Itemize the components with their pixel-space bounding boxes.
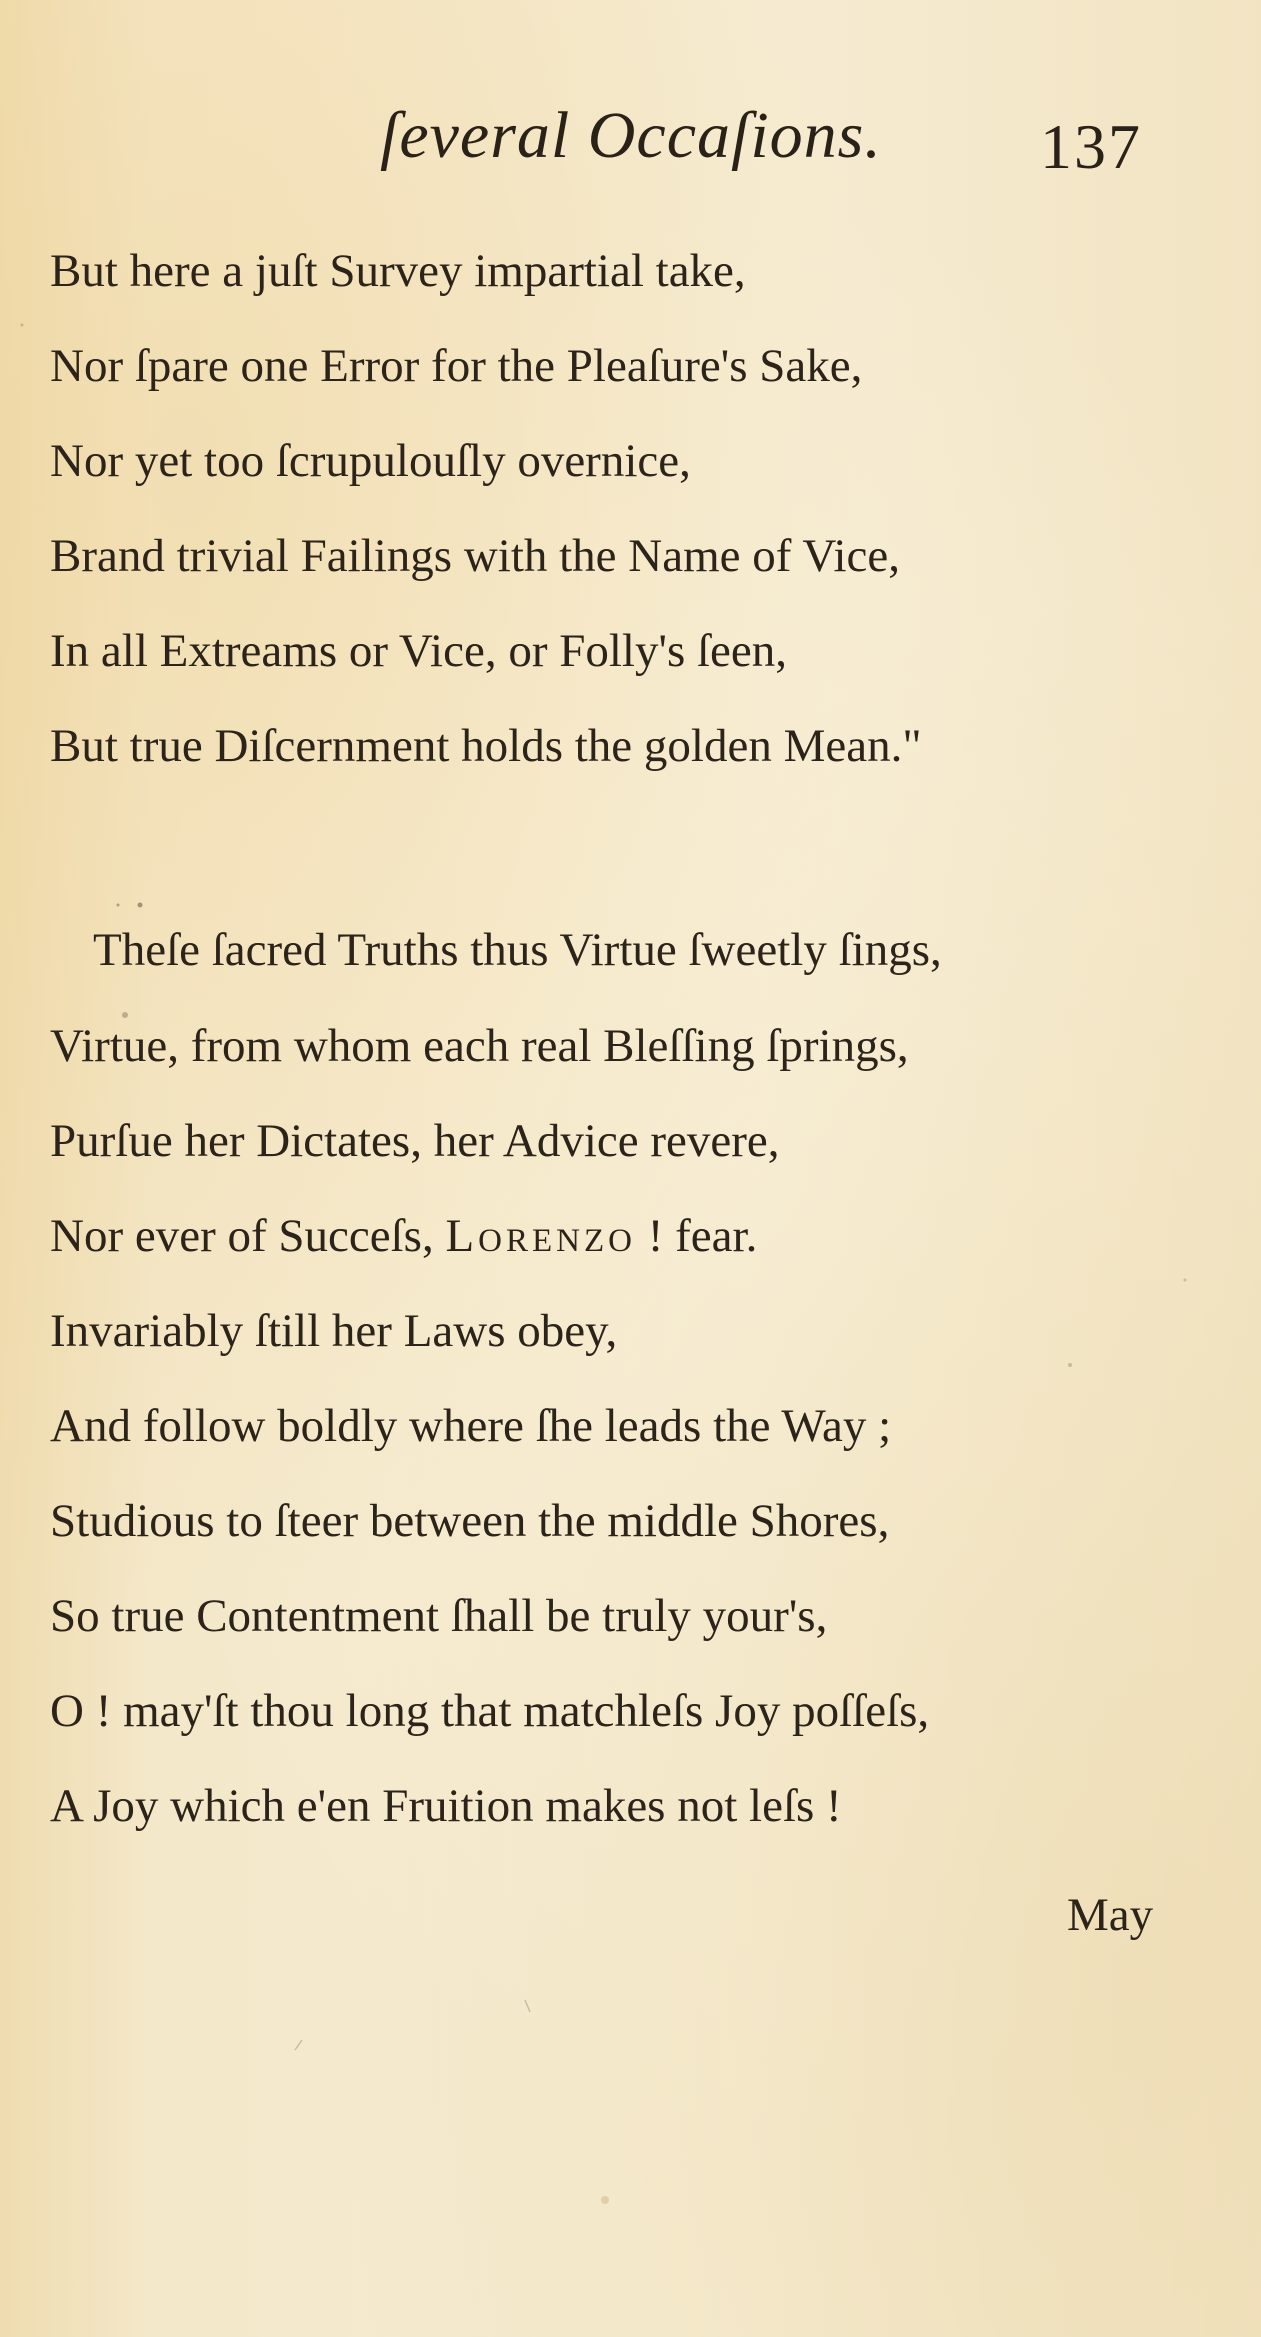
verse-text: Nor ever of Succeſs, — [50, 1210, 446, 1262]
verse-line: Purſue her Dictates, her Advice revere, — [50, 1115, 780, 1167]
verse-line: But here a juſt Survey impartial take, — [50, 245, 746, 297]
verse-text: ! fear. — [635, 1210, 758, 1262]
verse-line: In all Extreams or Vice, or Folly's ſeen, — [50, 625, 788, 677]
verse-line: Studious to ſteer between the middle Shores, — [50, 1495, 890, 1547]
running-head: ſeveral Occaſions. — [380, 99, 882, 172]
page-number: 137 — [1040, 111, 1142, 182]
verse-line: So true Contentment ſhall be truly your's, — [50, 1590, 828, 1642]
verse-line: O ! may'ſt thou long that matchleſs Joy poſſeſs, — [50, 1685, 930, 1737]
verse-line: Nor yet too ſcrupulouſly overnice, — [50, 435, 691, 487]
verse-line: Nor ſpare one Error for the Pleaſure's Sake, — [50, 340, 863, 392]
verse-line: Theſe ſacred Truths thus Virtue ſweetly ſings, — [93, 924, 942, 976]
verse-line: Brand trivial Failings with the Name of Vice, — [50, 530, 900, 582]
verse-line: Invariably ſtill her Laws obey, — [50, 1305, 618, 1357]
verse-line: Virtue, from whom each real Bleſſing ſprings, — [50, 1020, 909, 1072]
verse-line: But true Diſcernment holds the golden Mean." — [50, 720, 922, 772]
verse-line: And follow boldly where ſhe leads the Way ; — [50, 1400, 892, 1452]
verse-line: A Joy which e'en Fruition makes not leſs ! — [50, 1780, 842, 1832]
catchword: May — [1067, 1889, 1154, 1941]
name-lorenzo: Lorenzo — [445, 1210, 636, 1262]
verse-line — [50, 1210, 758, 1262]
